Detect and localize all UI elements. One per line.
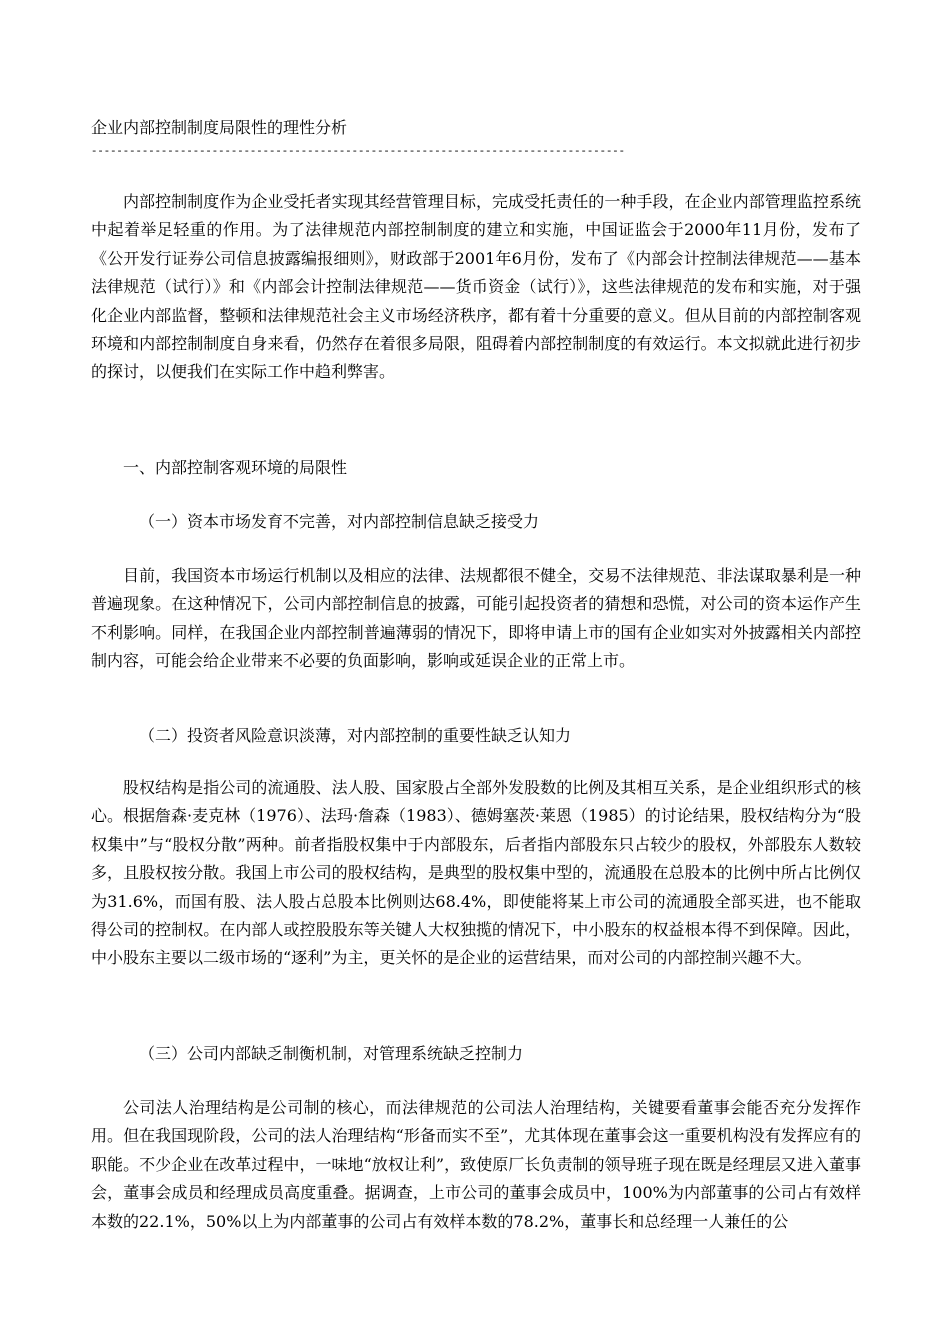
subsection-body-3: 公司法人治理结构是公司制的核心，而法律规范的公司法人治理结构，关键要看董事会能否充分发挥作用。但在我国现阶段，公司的法人治理结构“形备而实不至”，尤其体现在董事会这一重要机构没有发挥应有的职能。不少企业在改革过程中，一味地“放权让利”，致使原厂长负责制的领导班子现在既是经理层又进入董事会，董事会成员和经理成员高度重叠。据调查，上市公司的董事会成员中，100%为内部董事的公司占有效样本数的22.1%，50%以上为内部董事的公司占有效样本数的78.2%，董事长和总经理一人兼任的公 xyxy=(91,1098,861,1231)
subsection-heading-3: （三）公司内部缺乏制衡机制，对管理系统缺乏控制力 xyxy=(139,1044,524,1063)
intro-paragraph: 内部控制制度作为企业受托者实现其经营管理目标，完成受托责任的一种手段，在企业内部管理监控系统中起着举足轻重的作用。为了法律规范内部控制制度的建立和实施，中国证监会于2000年11月份，发布了《公开发行证券公司信息披露编报细则》，财政部于2001年6月份，发布了《内部会计控制法律规范——基本法律规范（试行）》和《内部会计控制法律规范——货币资金（试行）》，这些法律规范的发布和实施，对于强化企业内部监督，整顿和法律规范社会主义市场经济秩序，都有着十分重要的意义。但从目前的内部控制客观环境和内部控制制度自身来看，仍然存在着很多局限，阻碍着内部控制制度的有效运行。本文拟就此进行初步的探讨，以便我们在实际工作中趋利弊害。 xyxy=(91,192,861,382)
document-title: 企业内部控制制度局限性的理性分析 xyxy=(91,118,348,137)
section-heading-1: 一、内部控制客观环境的局限性 xyxy=(123,458,348,477)
subsection-body-1: 目前，我国资本市场运行机制以及相应的法律、法规都很不健全，交易不法律规范、非法谋取暴利是一种普遍现象。在这种情况下，公司内部控制信息的披露，可能引起投资者的猜想和恐慌，对公司的资本运作产生不利影响。同样，在我国企业内部控制普遍薄弱的情况下，即将申请上市的国有企业如实对外披露相关内部控制内容，可能会给企业带来不必要的负面影响，影响或延误企业的正常上市。 xyxy=(91,566,861,671)
subsection-heading-2: （二）投资者风险意识淡薄，对内部控制的重要性缺乏认知力 xyxy=(139,726,572,745)
subsection-heading-1: （一）资本市场发育不完善，对内部控制信息缺乏接受力 xyxy=(139,512,540,531)
subsection-body-2: 股权结构是指公司的流通股、法人股、国家股占全部外发股数的比例及其相互关系，是企业组织形式的核心。根据詹森·麦克林（1976）、法玛·詹森（1983）、德姆塞茨·莱恩（1985）的讨论结果，股权结构分为“股权集中”与“股权分散”两种。前者指股权集中于内部股东，后者指内部股东只占较少的股权，外部股东人数较多，且股权按分散。我国上市公司的股权结构，是典型的股权集中型的，流通股在总股本的比例中所占比例仅为31.6%，而国有股、法人股占总股本比例则达68.4%，即使能将某上市公司的流通股全部买进，也不能取得公司的控制权。在内部人或控股股东等关键人大权独揽的情况下，中小股东的权益根本得不到保障。因此，中小股东主要以二级市场的“逐利”为主，更关怀的是企业的运营结果，而对公司的内部控制兴趣不大。 xyxy=(91,778,861,968)
title-separator: ------------------------------------------------------------------------------------ xyxy=(91,146,626,158)
